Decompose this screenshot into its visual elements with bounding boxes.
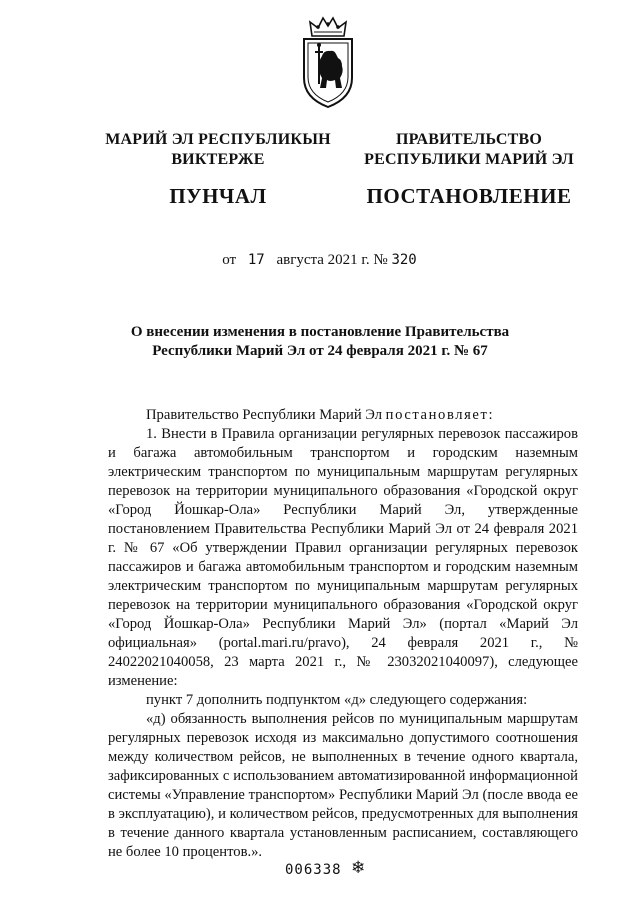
title-line2: Республики Марий Эл от 24 февраля 2021 г. № 67 xyxy=(152,343,488,359)
title-line1: О внесении изменения в постановление Правительства xyxy=(130,324,510,340)
date-rest: августа 2021 г. № xyxy=(276,252,388,268)
date-line xyxy=(0,252,639,269)
intro-spaced: постановляет: xyxy=(385,407,495,423)
header-left-line2: ВИКТЕРЖЕ xyxy=(171,151,265,168)
document-body xyxy=(108,406,578,862)
paragraph-1: 1. Внести в Правила организации регулярных перевозок пассажиров и багажа автомобильным транспортом и городским наземным электрическим транспортом по муниципальным маршрутам регулярных перевозок на территории муниципального образования «Городской округ «Город Йошкар-Ола» Республики Марий Эл, утвержденные постановлением Правительства Республики Марий Эл от 24 февраля 2021 г. № 67 «Об утверждении Правил организации регулярных перевозок пассажиров и багажа автомобильным транспортом и городским наземным электрическим транспортом по муниципальным маршрутам регулярных перевозок на территории муниципального образования «Городской округ «Город Йошкар-Ола» Республики Марий Эл» (портал «Марий Эл официальная» (portal.mari.ru/pravo), 24 февраля 2021 г., № 24022021040058, 23 марта 2021 г., № 23032021040097), следующее изменение: xyxy=(108,426,578,689)
date-day: 17 xyxy=(247,252,265,268)
paragraph-2: пункт 7 дополнить подпунктом «д» следующего содержания: xyxy=(146,692,528,708)
serial-number: 006338 xyxy=(285,862,342,878)
date-prefix: от xyxy=(222,252,237,268)
document-title xyxy=(120,323,520,361)
header-right-doctype: ПОСТАНОВЛЕНИЕ xyxy=(366,184,572,208)
coat-of-arms-icon xyxy=(298,14,358,110)
header-left-block xyxy=(95,130,341,210)
intro-prefix: Правительство Республики Марий Эл xyxy=(146,407,386,423)
intro-paragraph xyxy=(108,406,578,425)
snowflake-mark-icon: ❄ xyxy=(351,858,366,877)
header-left-line1: МАРИЙ ЭЛ РЕСПУБЛИКЫН xyxy=(105,131,331,148)
header-right-line1: ПРАВИТЕЛЬСТВО xyxy=(395,131,543,148)
header-right-line2: РЕСПУБЛИКИ МАРИЙ ЭЛ xyxy=(364,151,574,168)
document-number: 320 xyxy=(391,252,417,268)
header-left-doctype: ПУНЧАЛ xyxy=(169,184,267,208)
header-right-block xyxy=(358,130,580,210)
paragraph-3: «д) обязанность выполнения рейсов по муниципальным маршрутам регулярных перевозок исходя из максимально допустимого соотношения между количеством рейсов, не выполненных в течение одного квартала, зафиксированных с использованием автоматизированной информационной системы «Управление транспортом» Республики Марий Эл (после ввода ее в эксплуатацию), и количеством рейсов, предусмотренных для выполнения в течение данного квартала установленным расписанием, составляющего не более 10 процентов.». xyxy=(108,711,578,860)
